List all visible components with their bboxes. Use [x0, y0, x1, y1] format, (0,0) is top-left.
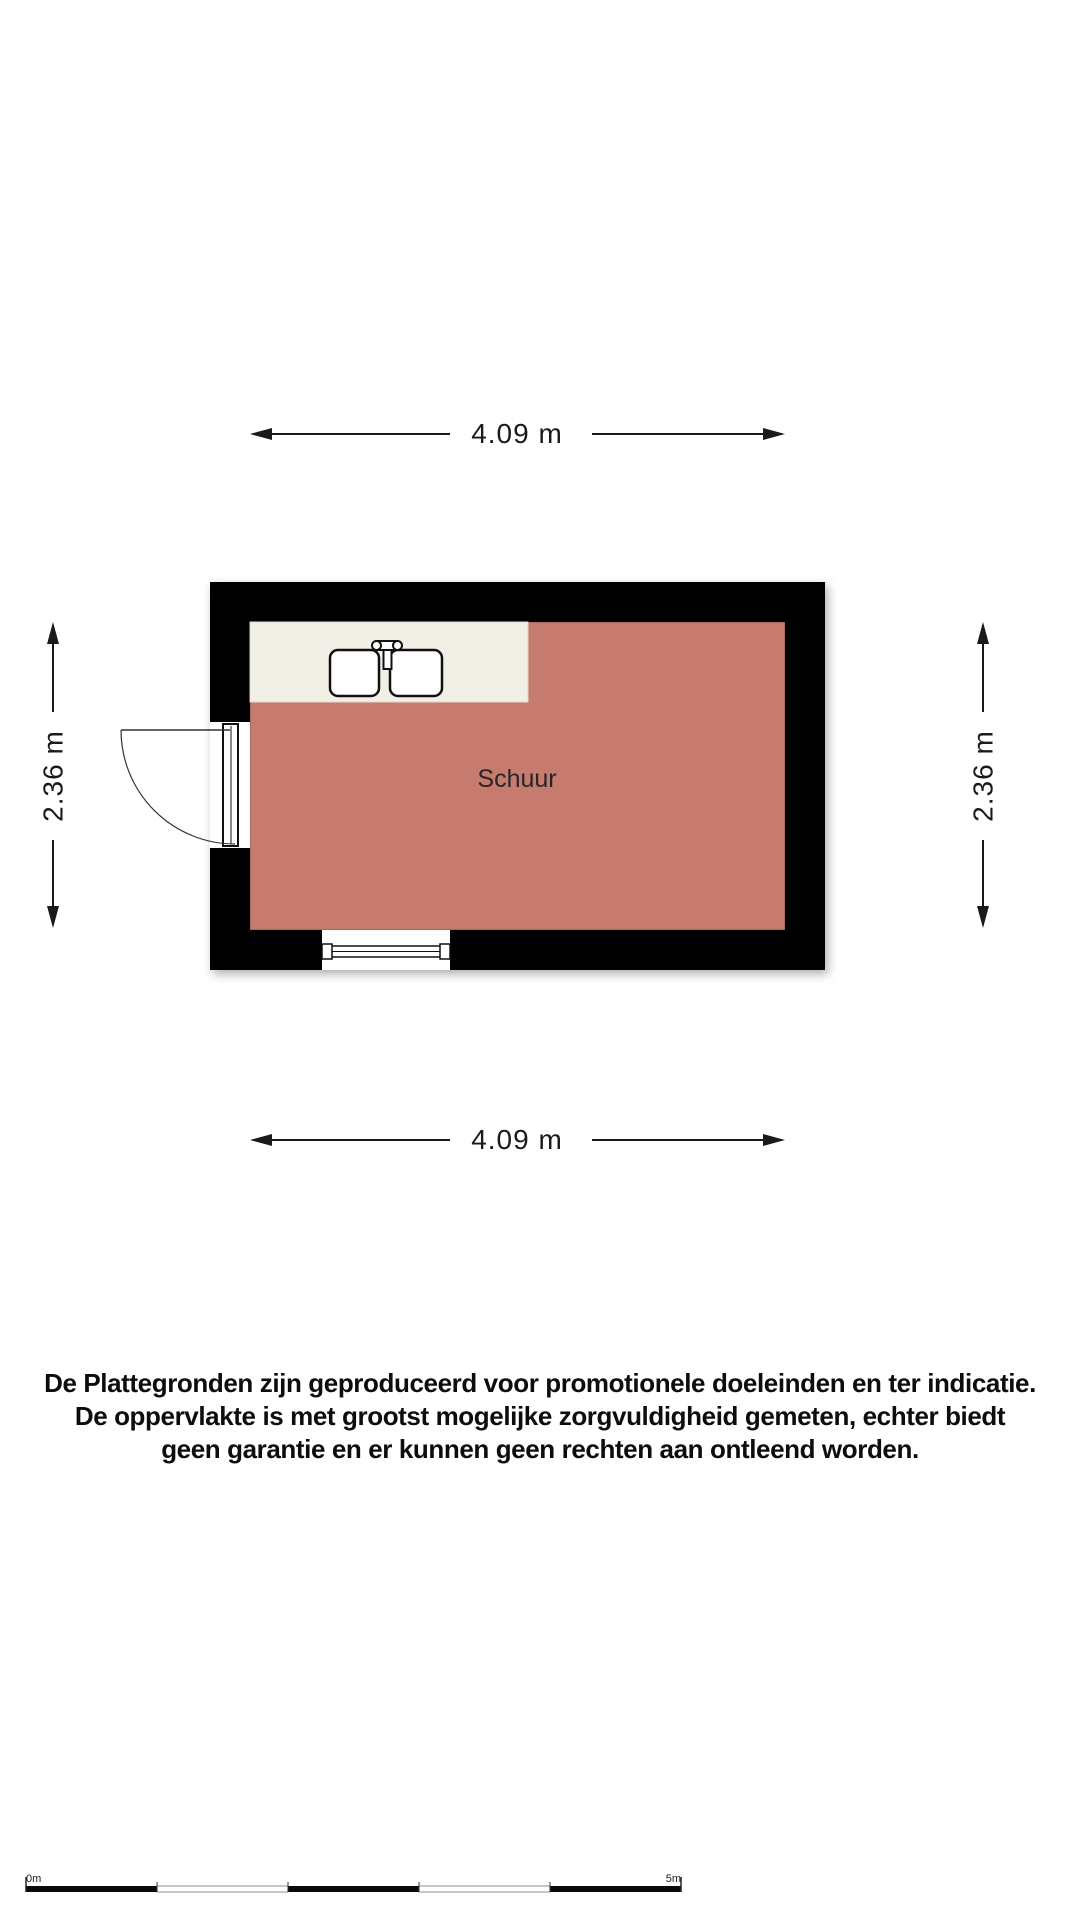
room-label: Schuur — [477, 765, 557, 793]
scale-bar — [26, 1873, 681, 1892]
scale-start-label: 0m — [26, 1873, 42, 1885]
left-dimension-arrowhead-top — [47, 622, 59, 644]
sink-basin-right — [390, 650, 442, 696]
scale-end-label: 5m — [665, 1873, 681, 1885]
left-dimension-arrowhead-bottom — [47, 906, 59, 928]
left-dimension-label: 2.36 m — [37, 730, 69, 822]
window-frame-left — [322, 944, 332, 959]
top-dimension-arrowhead-left — [250, 428, 272, 440]
entry-door — [121, 722, 250, 848]
window — [322, 930, 450, 970]
window-frame-right — [440, 944, 450, 959]
disclaimer-line-2: De oppervlakte is met grootst mogelijke zorgvuldigheid gemeten, echter biedt — [74, 1401, 1006, 1431]
right-dimension-arrowhead-bottom — [977, 906, 989, 928]
top-dimension-arrowhead-right — [763, 428, 785, 440]
disclaimer-line-3: geen garantie en er kunnen geen rechten aan ontleend worden. — [161, 1434, 919, 1464]
right-dimension-label: 2.36 m — [967, 730, 999, 822]
bottom-dimension-label: 4.09 m — [471, 1124, 563, 1155]
sink-basin-left — [330, 650, 379, 696]
disclaimer-line-1: De Plattegronden zijn geproduceerd voor promotionele doeleinden en ter indicatie. — [44, 1368, 1036, 1398]
top-dimension-label: 4.09 m — [471, 418, 563, 449]
bottom-dimension-arrowhead-left — [250, 1134, 272, 1146]
right-dimension-arrowhead-top — [977, 622, 989, 644]
bottom-dimension-arrowhead-right — [763, 1134, 785, 1146]
disclaimer-text — [0, 1367, 1080, 1466]
